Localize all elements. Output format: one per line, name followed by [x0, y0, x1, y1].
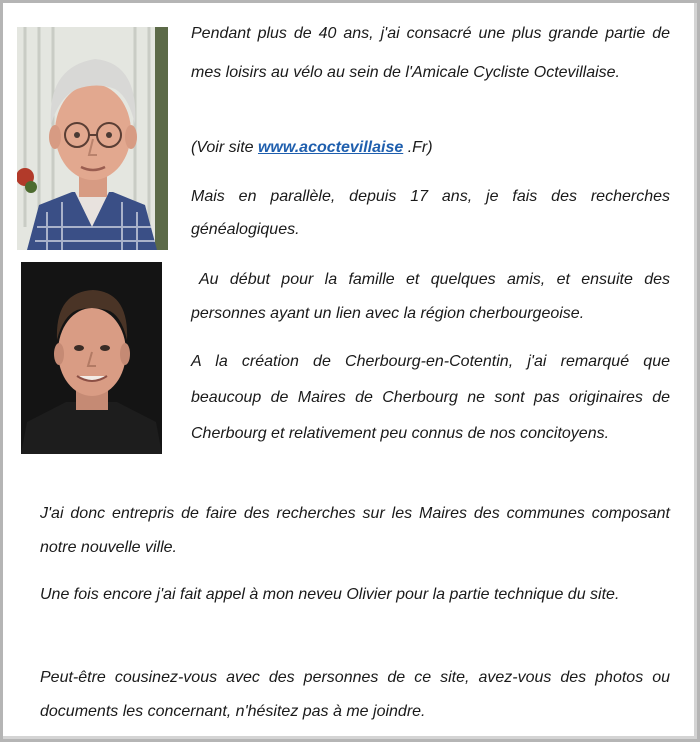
genealogy-paragraph: Mais en parallèle, depuis 17 ans, je fais des recherches généalogiques.	[191, 188, 670, 238]
technical-help-paragraph: Une fois encore j'ai fait appel à mon neveu Olivier pour la partie technique du site.	[40, 586, 620, 603]
nephew-portrait-photo	[21, 262, 162, 454]
club-website-paragraph	[191, 134, 670, 162]
cherbourg-mayors-paragraph: A la création de Cherbourg-en-Cotentin, j'ai remarqué que beaucoup de Maires de Cherbourg ne sont pas originaires de Cherbourg et relativement peu connus de nos concitoyens.	[191, 353, 670, 442]
research-goal-paragraph: J'ai donc entrepris de faire des recherches sur les Maires des communes composant notre nouvelle ville.	[40, 505, 670, 556]
author-portrait-photo	[17, 27, 168, 250]
website-prefix-text: (Voir site	[191, 139, 258, 156]
contact-invitation-paragraph: Peut-être cousinez-vous avec des personnes de ce site, avez-vous des photos ou documents les concernant, n'hésitez pas à me joindre.	[40, 669, 670, 720]
research-scope-paragraph: Au début pour la famille et quelques amis, et ensuite des personnes ayant un lien avec la région cherbourgeoise.	[191, 271, 670, 322]
intro-cycling-paragraph: Pendant plus de 40 ans, j'ai consacré une plus grande partie de mes loisirs au vélo au sein de l'Amicale Cycliste Octevillaise.	[191, 25, 670, 81]
club-website-link[interactable]: www.acoctevillaise	[257, 139, 404, 156]
website-suffix-text: .Fr)	[403, 139, 433, 156]
